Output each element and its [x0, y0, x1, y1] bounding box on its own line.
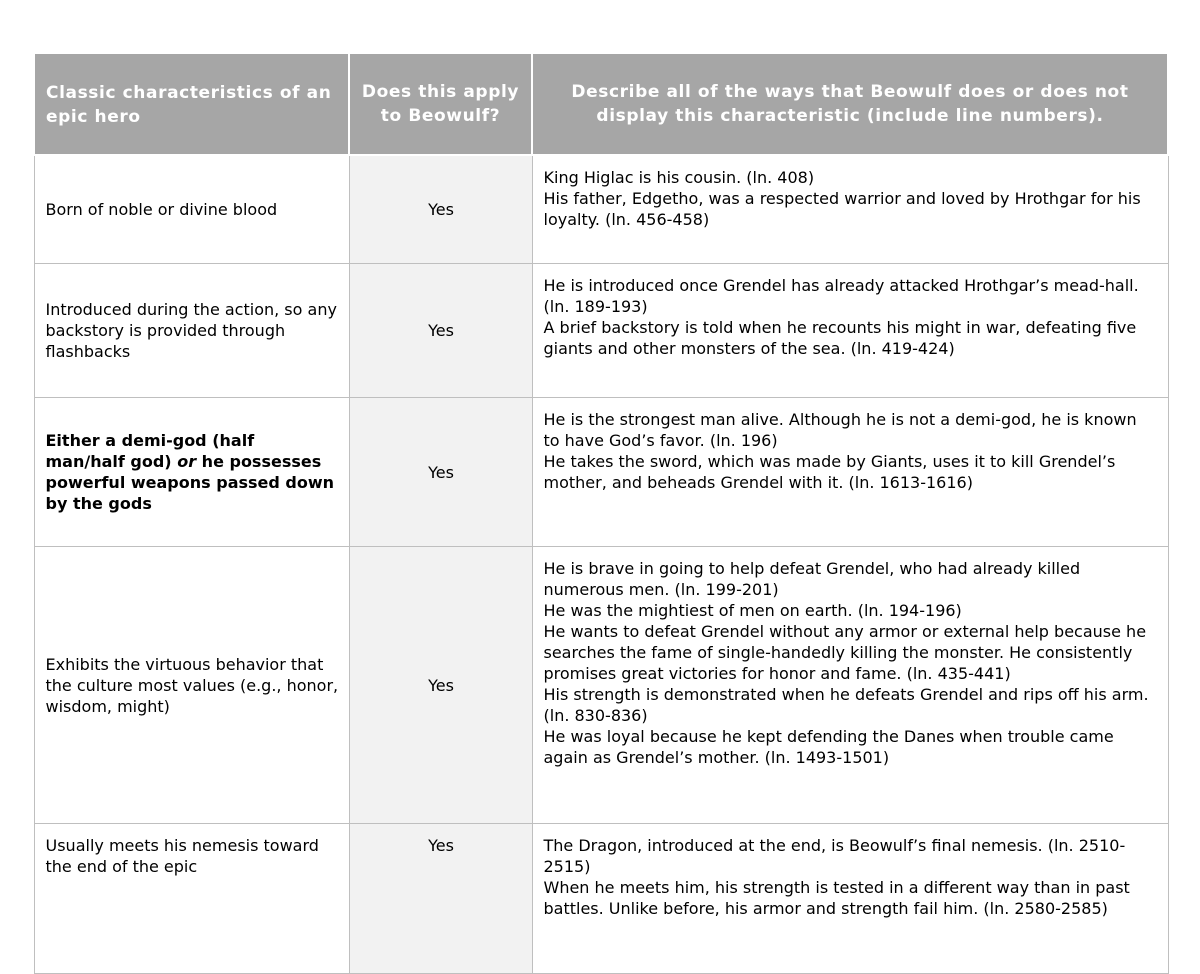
description-line: A brief backstory is told when he recounts his might in war, defeating five giants and other monsters of the sea. (ln. 419-424)	[543, 318, 1137, 358]
characteristic-cell: Usually meets his nemesis toward the end of the epic	[34, 824, 349, 974]
description-line: King Higlac is his cousin. (ln. 408)	[543, 168, 815, 187]
table-row	[34, 547, 1168, 824]
table-row	[34, 155, 1168, 264]
description-cell	[532, 547, 1168, 824]
description-line: The Dragon, introduced at the end, is Beowulf’s final nemesis. (ln. 2510-2515)	[543, 836, 1126, 876]
header-description: Describe all of the ways that Beowulf does or does not display this characteristic (include line numbers).	[532, 54, 1168, 155]
characteristic-cell: Born of noble or divine blood	[34, 155, 349, 264]
description-line: He is introduced once Grendel has already attacked Hrothgar’s mead-hall. (ln. 189-193)	[543, 276, 1139, 316]
description-line: He was the mightiest of men on earth. (ln. 194-196)	[543, 601, 962, 620]
epic-hero-table	[33, 54, 1169, 974]
description-cell	[532, 824, 1168, 974]
characteristic-part: Either a demi-god (half man/half god)	[45, 431, 255, 471]
table-row	[34, 824, 1168, 974]
header-characteristic: Classic characteristics of an epic hero	[34, 54, 349, 155]
description-line: His strength is demonstrated when he defeats Grendel and rips off his arm. (ln. 830-836)	[543, 685, 1149, 725]
description-line: He was loyal because he kept defending the Danes when trouble came again as Grendel’s mother. (ln. 1493-1501)	[543, 727, 1114, 767]
description-line: He takes the sword, which was made by Giants, uses it to kill Grendel’s mother, and beheads Grendel with it. (ln. 1613-1616)	[543, 452, 1116, 492]
applies-cell: Yes	[349, 155, 532, 264]
characteristic-cell: Exhibits the virtuous behavior that the culture most values (e.g., honor, wisdom, might)	[34, 547, 349, 824]
description-cell	[532, 398, 1168, 547]
description-line: He wants to defeat Grendel without any armor or external help because he searches the fame of single-handedly killing the monster. He consistently promises great victories for honor and fame. (ln. 435-441)	[543, 622, 1147, 683]
description-line: He is brave in going to help defeat Grendel, who had already killed numerous men. (ln. 199-201)	[543, 559, 1081, 599]
description-line: His father, Edgetho, was a respected warrior and loved by Hrothgar for his loyalty. (ln. 456-458)	[543, 189, 1141, 229]
header-row	[34, 54, 1168, 155]
description-cell	[532, 264, 1168, 398]
applies-cell: Yes	[349, 824, 532, 974]
characteristic-cell: Introduced during the action, so any backstory is provided through flashbacks	[34, 264, 349, 398]
characteristic-part: he possesses powerful weapons passed down by the gods	[45, 452, 335, 513]
description-cell	[532, 155, 1168, 264]
header-applies: Does this apply to Beowulf?	[349, 54, 532, 155]
description-line: He is the strongest man alive. Although he is not a demi-god, he is known to have God’s favor. (ln. 196)	[543, 410, 1137, 450]
applies-cell: Yes	[349, 398, 532, 547]
characteristic-cell	[34, 398, 349, 547]
characteristic-emphasis: or	[177, 452, 197, 471]
applies-cell: Yes	[349, 547, 532, 824]
table-row	[34, 398, 1168, 547]
description-line: When he meets him, his strength is tested in a different way than in past battles. Unlike before, his armor and strength fail him. (ln. 2580-2585)	[543, 878, 1130, 918]
table-row	[34, 264, 1168, 398]
applies-cell: Yes	[349, 264, 532, 398]
